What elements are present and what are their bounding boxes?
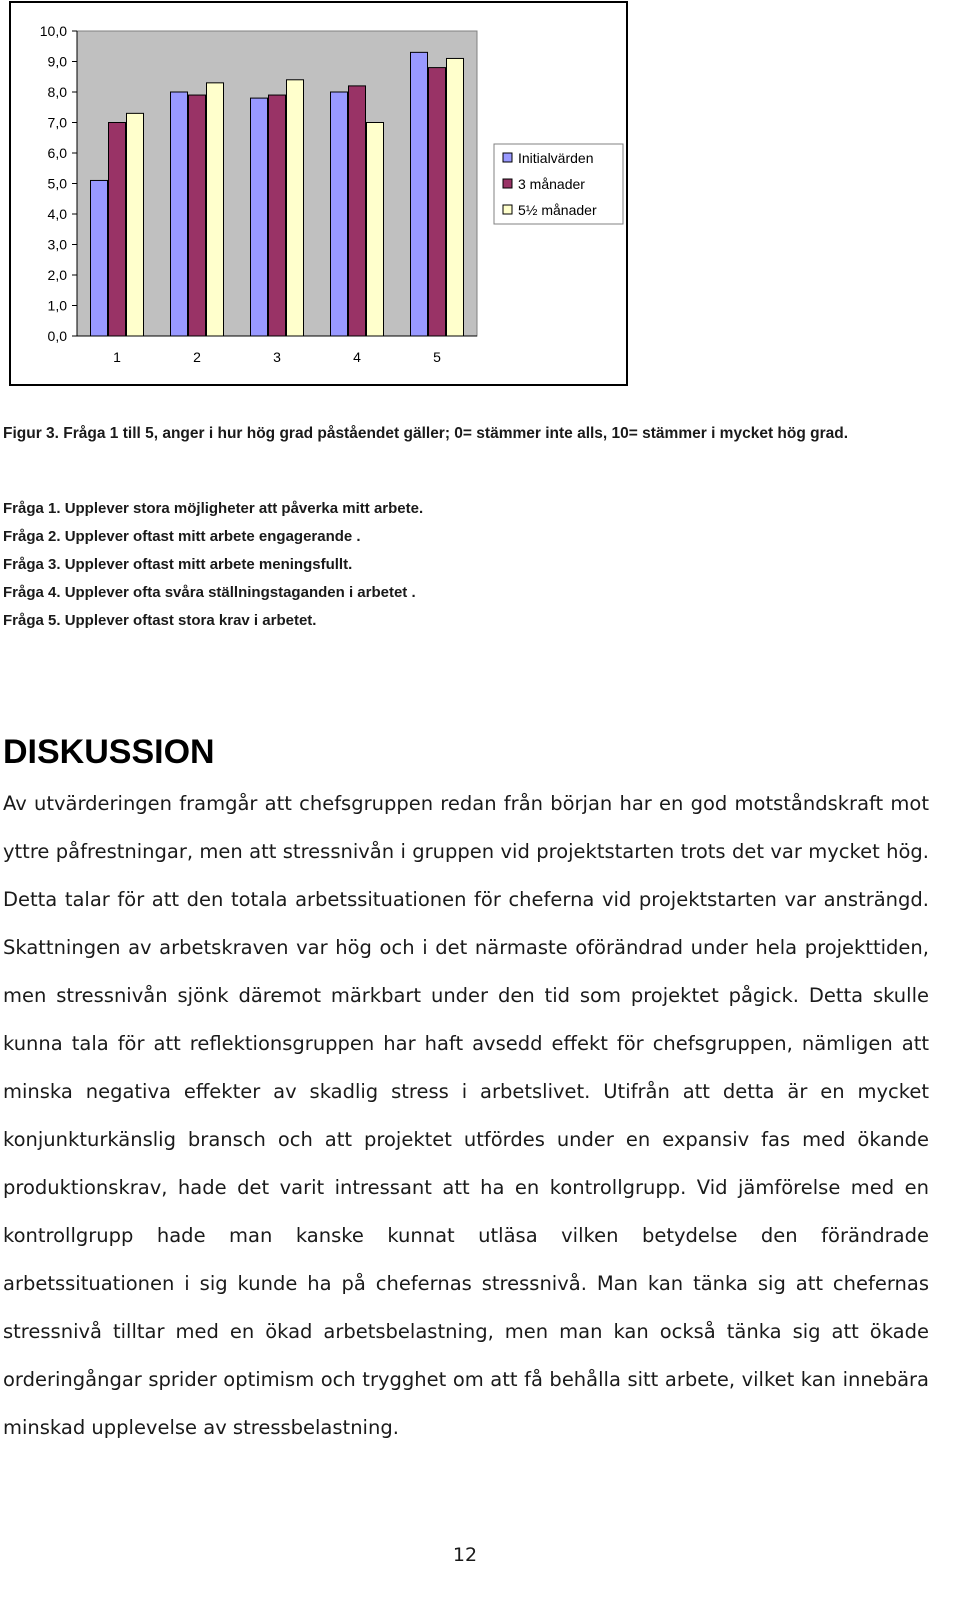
y-tick-label: 10,0	[39, 23, 67, 39]
bar-series2-cat5	[429, 68, 446, 336]
y-tick-label: 6,0	[47, 145, 67, 161]
question-2: Fråga 2. Upplever oftast mitt arbete engagerande .	[3, 528, 361, 545]
bar-series1-cat2	[171, 92, 188, 336]
y-tick-label: 1,0	[47, 297, 67, 314]
x-tick-label: 2	[193, 349, 201, 365]
question-1: Fråga 1. Upplever stora möjligheter att påverka mitt arbete.	[3, 500, 424, 517]
page-number: 12	[452, 1544, 478, 1566]
body-paragraph: Av utvärderingen framgår att chefsgruppen redan från början har en god motståndskraft mot yttre påfrestningar, men att stressnivån i gruppen vid projektstarten trots det var mycket hög. Detta talar för att den totala arbetssituationen för cheferna vid projektstarten var ansträngd. Skattningen av arbetskraven var hög och i det närmaste oförändrad under hela projekttiden, men stressnivån sjönk däremot märkbart under den tid som projektet pågick. Detta skulle kunna tala för att reflektionsgruppen har haft avsedd effekt för chefsgruppen, nämligen att minska negativa effekter av skadlig stress i arbetslivet. Utifrån att detta är en mycket konjunkturkänslig bransch och att projektet utfördes under en expansiv fas med ökande produktionskrav, hade det varit intressant att ha en kontrollgrupp. Vid jämförelse med en kontrollgrupp hade man kanske kunnat utläsa vilken betydelse den förändrade arbetssituationen i sig kunde ha på chefernas stressnivå. Man kan tänka sig att chefernas stressnivå tilltar med en ökad arbetsbelastning, men man kan också tänka sig att ökade orderingångar sprider optimism och trygghet om att få behålla sitt arbete, vilket kan innebära minskad upplevelse av stressbelastning.	[3, 792, 929, 1439]
x-tick-label: 4	[353, 349, 361, 365]
bar-series1-cat1	[91, 180, 108, 336]
bar-series3-cat2	[207, 83, 224, 336]
y-tick-label: 7,0	[47, 114, 67, 131]
x-tick-label: 1	[113, 349, 121, 365]
legend-label-1: Initialvärden	[518, 150, 594, 166]
legend-label-2: 3 månader	[518, 176, 585, 192]
question-5: Fråga 5. Upplever oftast stora krav i arbetet.	[3, 612, 317, 629]
y-tick-label: 2,0	[47, 267, 67, 283]
bar-series3-cat5	[447, 58, 464, 336]
y-tick-label: 5,0	[47, 175, 67, 192]
figure-caption: Figur 3. Fråga 1 till 5, anger i hur hög grad påståendet gäller; 0= stämmer inte alls, 10= stämmer i mycket hög grad.	[3, 425, 849, 442]
bar-series1-cat3	[251, 98, 268, 336]
bar-series3-cat4	[367, 123, 384, 337]
x-tick-label: 3	[273, 349, 281, 365]
chart-frame	[9, 1, 628, 386]
bar-chart	[11, 3, 626, 384]
bar-series2-cat2	[189, 95, 206, 336]
question-4: Fråga 4. Upplever ofta svåra ställningstaganden i arbetet .	[3, 584, 416, 601]
bar-series1-cat5	[411, 52, 428, 336]
legend-swatch-2	[503, 179, 512, 188]
y-tick-label: 8,0	[47, 84, 67, 100]
question-3: Fråga 3. Upplever oftast mitt arbete meningsfullt.	[3, 556, 353, 573]
legend-swatch-1	[503, 153, 512, 162]
x-tick-label: 5	[433, 349, 441, 365]
legend-swatch-3	[503, 205, 512, 214]
y-tick-label: 3,0	[47, 236, 67, 253]
y-tick-label: 9,0	[47, 53, 67, 70]
legend-label-3: 5½ månader	[518, 202, 597, 218]
bar-series2-cat3	[269, 95, 286, 336]
bar-series2-cat1	[109, 123, 126, 337]
y-tick-label: 0,0	[47, 328, 67, 344]
bar-series3-cat3	[287, 80, 304, 336]
y-tick-label: 4,0	[47, 206, 67, 222]
bar-series1-cat4	[331, 92, 348, 336]
bar-series3-cat1	[127, 113, 144, 336]
section-heading: DISKUSSION	[3, 733, 215, 771]
bar-series2-cat4	[349, 86, 366, 336]
